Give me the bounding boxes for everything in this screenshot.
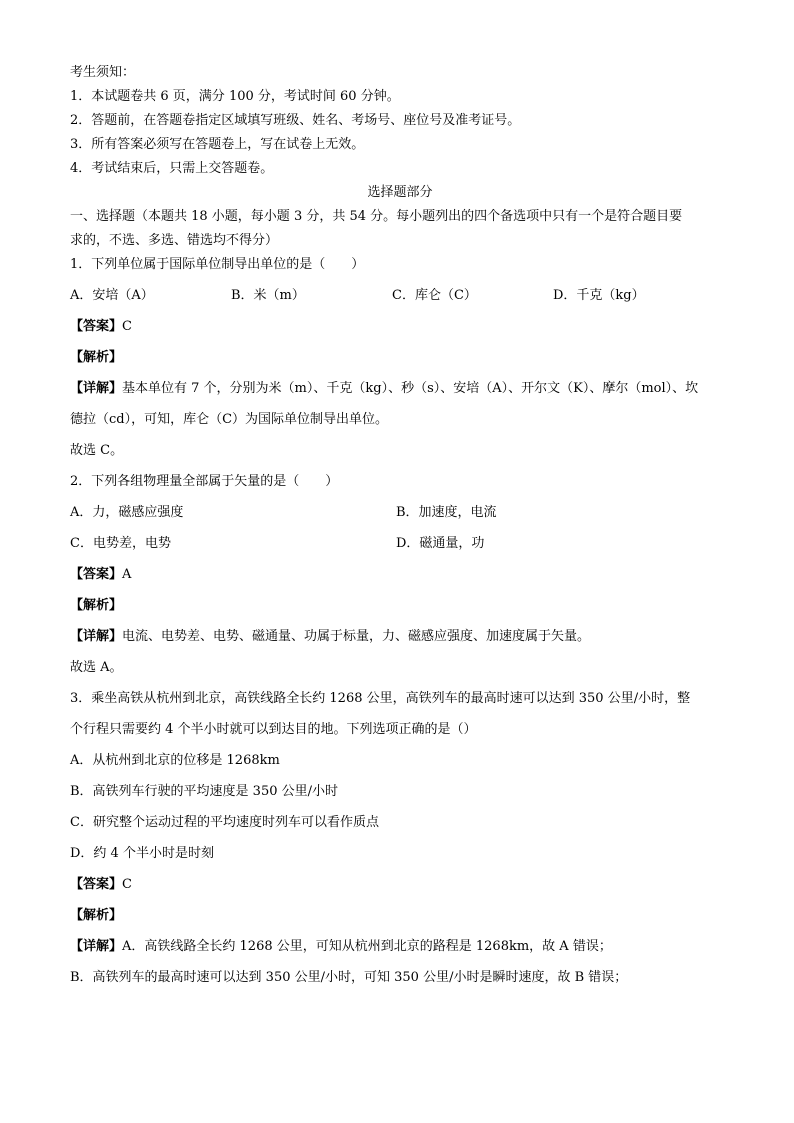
conclusion: 故选 A。: [70, 660, 123, 675]
option-b: B．加速度，电流: [396, 505, 497, 520]
detail-line-1: [70, 380, 730, 398]
instructions-line-2: 求的，不选、多选、错选均不得分）: [70, 233, 279, 248]
option-d: D．磁通量，功: [396, 536, 485, 551]
detail-line-1: [70, 938, 730, 956]
question-3: [70, 690, 730, 987]
notice-title: 考生须知：: [70, 65, 136, 80]
notice-block: [70, 64, 730, 178]
answer-tag: 【答案】: [70, 877, 123, 892]
notice-item-1: 1．本试题卷共 6 页，满分 100 分，考试时间 60 分钟。: [70, 89, 400, 104]
answer-value: C: [122, 319, 132, 334]
option-a: A．安培（A）: [70, 288, 154, 303]
options-row: [70, 287, 730, 305]
conclusion: 故选 C。: [70, 443, 124, 458]
answer-tag: 【答案】: [70, 319, 123, 334]
option-b: B．米（m）: [231, 288, 305, 303]
detail-line-1: [70, 628, 730, 646]
detail-line-2: 德拉（cd），可知，库仑（C）为国际单位制导出单位。: [70, 412, 389, 427]
detail-text: A．高铁线路全长约 1268 公里，可知从杭州到北京的路程是 1268km，故 A 错误；: [122, 939, 612, 954]
detail-tag: 【详解】: [70, 939, 123, 954]
options-row-2: [70, 535, 730, 553]
option-d: D．约 4 个半小时是时刻: [70, 846, 214, 861]
option-a: A．力，磁感应强度: [70, 505, 184, 520]
detail-tag: 【详解】: [70, 381, 123, 396]
answer-value: A: [122, 567, 132, 582]
option-a: A．从杭州到北京的位移是 1268km: [70, 753, 280, 768]
option-d: D．千克（kg）: [553, 288, 645, 303]
notice-item-4: 4．考试结束后，只需上交答题卷。: [70, 161, 274, 176]
question-stem: 2．下列各组物理量全部属于矢量的是（ ）: [70, 474, 339, 489]
answer-line: [70, 876, 730, 894]
answer-tag: 【答案】: [70, 567, 123, 582]
analysis-tag: 【解析】: [70, 908, 123, 923]
notice-item-2: 2．答题前，在答题卷指定区域填写班级、姓名、考场号、座位号及准考证号。: [70, 113, 521, 128]
section-title: 选择题部分: [367, 185, 433, 200]
analysis-tag: 【解析】: [70, 598, 123, 613]
answer-line: [70, 318, 730, 336]
question-stem-line-1: 3．乘坐高铁从杭州到北京，高铁线路全长约 1268 公里，高铁列车的最高时速可以达到 350 公里/小时，整: [70, 691, 691, 706]
question-2: [70, 473, 730, 677]
detail-tag: 【详解】: [70, 629, 123, 644]
answer-value: C: [122, 877, 132, 892]
option-b: B．高铁列车行驶的平均速度是 350 公里/小时: [70, 784, 339, 799]
question-1: [70, 256, 730, 460]
option-c: C．研究整个运动过程的平均速度时列车可以看作质点: [70, 815, 379, 830]
detail-text: 电流、电势差、电势、磁通量、功属于标量，力、磁感应强度、加速度属于矢量。: [122, 629, 591, 644]
answer-line: [70, 566, 730, 584]
notice-item-3: 3．所有答案必须写在答题卷上，写在试卷上无效。: [70, 137, 365, 152]
question-stem: 1．下列单位属于国际单位制导出单位的是（ ）: [70, 257, 365, 272]
option-c: C．电势差，电势: [70, 536, 171, 551]
question-stem-line-2: 个行程只需要约 4 个半小时就可以到达目的地。下列选项正确的是（）: [70, 722, 477, 737]
analysis-tag: 【解析】: [70, 350, 123, 365]
options-row-1: [70, 504, 730, 522]
option-c: C．库仑（C）: [392, 288, 477, 303]
instructions-line-1: 一、选择题（本题共 18 小题，每小题 3 分，共 54 分。每小题列出的四个备选项中只有一个是符合题目要: [70, 209, 683, 224]
exam-page: [70, 64, 730, 987]
detail-text: 基本单位有 7 个，分别为米（m）、千克（kg）、秒（s）、安培（A）、开尔文（K）、摩尔（mol）、坎: [122, 381, 699, 396]
detail-line-2: B．高铁列车的最高时速可以达到 350 公里/小时，可知 350 公里/小时是瞬时速度，故 B 错误；: [70, 970, 628, 985]
